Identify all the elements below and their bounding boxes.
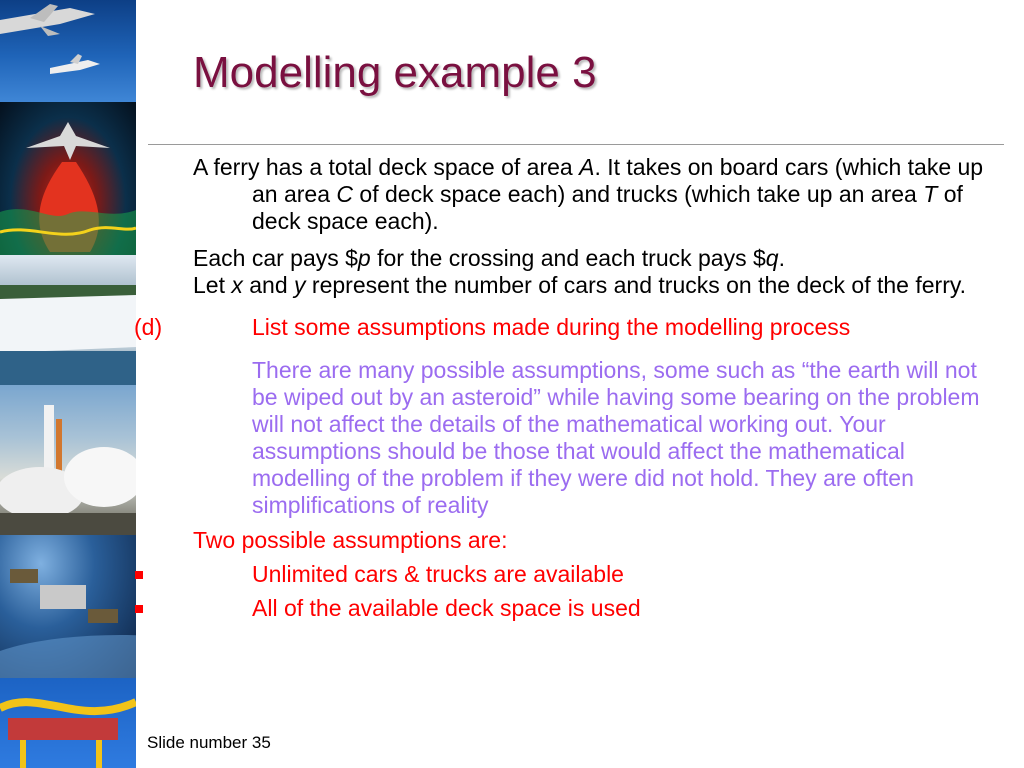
shuttle-launch-photo (0, 385, 136, 535)
slide-number: Slide number 35 (147, 733, 271, 752)
assumptions-lead: Two possible assumptions are: (193, 527, 508, 553)
assumption-text: All of the available deck space is used (252, 595, 641, 621)
satellite-photo (0, 535, 136, 678)
slide-title: Modelling example 3 (193, 48, 597, 97)
problem-paragraph-1: A ferry has a total deck space of area A. It takes on board cars (which take up an area C of deck space each) and trucks (which take up an area T of deck space each). (193, 154, 984, 234)
roller-coaster-photo (0, 678, 136, 768)
answer-text: There are many possible assumptions, some such as “the earth will not be wiped out by an asteroid” while having some bearing on the problem will not affect the details of the mathematical working out. Your assumptions should be those that would affect the mathematical modelling of the problem if they were did not hold. They are often simplifications of reality (252, 357, 980, 518)
problem-paragraph-3: Let x and y represent the number of cars and trucks on the deck of the ferry. (193, 272, 967, 298)
jet-simulation-photo (0, 102, 136, 255)
bullet-icon (135, 605, 143, 613)
question-marker: (d) (134, 314, 163, 340)
photo-strip (0, 0, 136, 768)
problem-paragraph-2: Each car pays $p for the crossing and each truck pays $q. (193, 245, 785, 271)
assumption-item-1 (193, 561, 1003, 588)
assumption-item-2 (193, 595, 1003, 622)
assumption-text: Unlimited cars & trucks are available (252, 561, 624, 587)
title-divider (148, 144, 1004, 145)
question-d (134, 314, 1003, 341)
waterfall-photo (0, 255, 136, 385)
aircraft-photo (0, 0, 136, 102)
slide-body (134, 154, 1003, 622)
question-text: List some assumptions made during the modelling process (252, 314, 851, 340)
bullet-icon (135, 571, 143, 579)
